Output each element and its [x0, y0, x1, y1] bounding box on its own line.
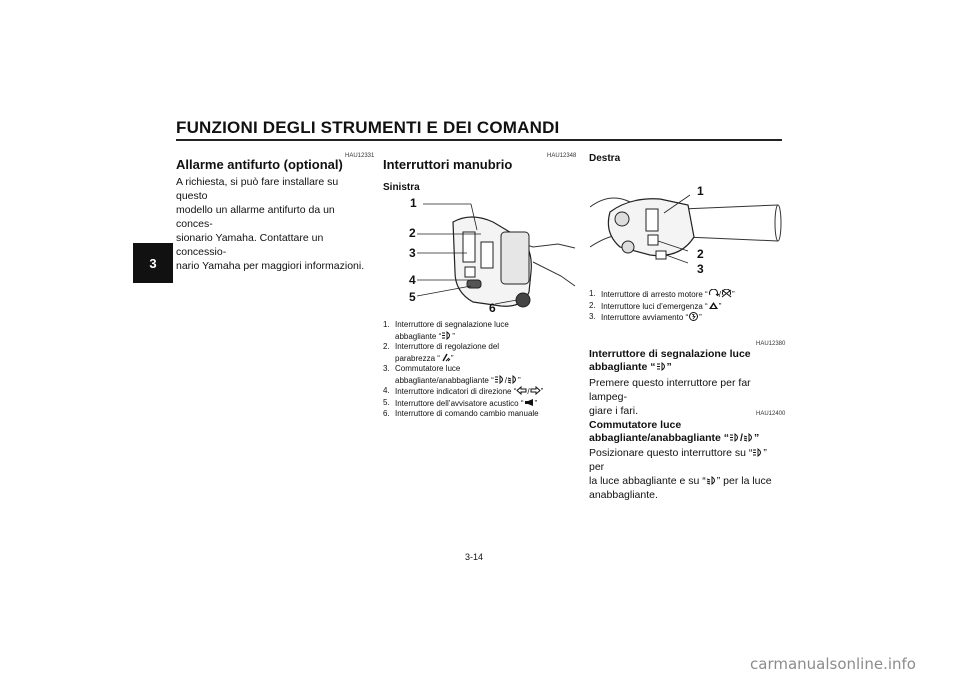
callout-6: 6: [489, 301, 496, 315]
list-item: 2. Interruttore luci d’emergenza “ ”: [589, 300, 722, 311]
right-switch-illustration: [590, 167, 782, 279]
subheading-right: Destra: [589, 153, 621, 164]
section-code: HAU12331: [345, 153, 375, 159]
callout-5: 5: [409, 290, 416, 304]
high-beam-icon: [752, 448, 763, 457]
watermark: carmanualsonline.info: [750, 655, 916, 673]
horn-icon: [524, 398, 535, 407]
page-number: 3-14: [465, 552, 484, 562]
header-rule: [176, 139, 782, 141]
start-icon: [688, 312, 699, 321]
page-title: FUNZIONI DEGLI STRUMENTI E DEI COMANDI: [176, 118, 560, 137]
subheading-left: Sinistra: [383, 182, 420, 193]
callout-3: 3: [697, 262, 704, 276]
high-beam-icon: [656, 362, 667, 371]
turn-left-icon: [516, 386, 527, 395]
section-code: HAU12348: [547, 153, 577, 159]
engine-run-icon: [708, 289, 719, 298]
hazard-icon: [708, 301, 719, 310]
low-beam-icon: [507, 375, 518, 384]
high-beam-icon: [441, 331, 452, 340]
list-item: 1. Interruttore di arresto motore “ / ”: [589, 289, 735, 299]
callout-2: 2: [409, 226, 416, 240]
windshield-icon: [440, 353, 451, 362]
callout-1: 1: [410, 196, 417, 210]
list-item: 3. Commutatore luce abbagliante/anabbagliante “ / ”: [383, 364, 521, 385]
section-body: Posizionare questo interruttore su “ ” per la luce abbagliante e su “ ” per la luce anabbagliante.: [589, 447, 772, 501]
callout-4: 4: [409, 273, 416, 287]
high-beam-icon: [729, 433, 740, 442]
section-code: HAU12380: [756, 341, 786, 347]
callout-2: 2: [697, 247, 704, 261]
low-beam-icon: [743, 433, 754, 442]
list-item: 2. Interruttore di regolazione del parabrezza “ ”: [383, 342, 500, 363]
chapter-tab: 3: [133, 243, 173, 283]
section-body: A richiesta, si può fare installare su questo modello un allarme antifurto da un conces- sionario Yamaha. Contattare un concessio- nario Yamaha per maggiori informazioni.: [176, 176, 365, 272]
callout-3: 3: [409, 246, 416, 260]
list-item: 5. Interruttore dell’avvisatore acustico “ ”: [383, 397, 538, 408]
section-heading: Commutatore luce abbagliante/anabbagliante “ / ”: [589, 419, 760, 444]
high-beam-icon: [494, 375, 505, 384]
low-beam-icon: [706, 476, 717, 485]
turn-right-icon: [530, 386, 541, 395]
list-item: 3. Interruttore avviamento “ ”: [589, 312, 702, 322]
left-legend-list: [383, 320, 583, 420]
section-heading: Interruttori manubrio: [383, 157, 513, 172]
section-code: HAU12400: [756, 411, 786, 417]
list-item: 6. Interruttore di comando cambio manuale: [383, 409, 539, 418]
engine-stop-icon: [721, 289, 732, 298]
section-heading: Interruttore di segnalazione luce abbagliante “ ”: [589, 348, 751, 373]
section-body: Premere questo interruttore per far lampeg- giare i fari.: [589, 377, 751, 417]
list-item: 1. Interruttore di segnalazione luce abbagliante “ ”: [383, 320, 509, 341]
right-legend-list: [589, 289, 784, 324]
section-heading: Allarme antifurto (optional): [176, 157, 343, 172]
list-item: 4. Interruttore indicatori di direzione “ / ”: [383, 386, 544, 396]
callout-1: 1: [697, 184, 704, 198]
